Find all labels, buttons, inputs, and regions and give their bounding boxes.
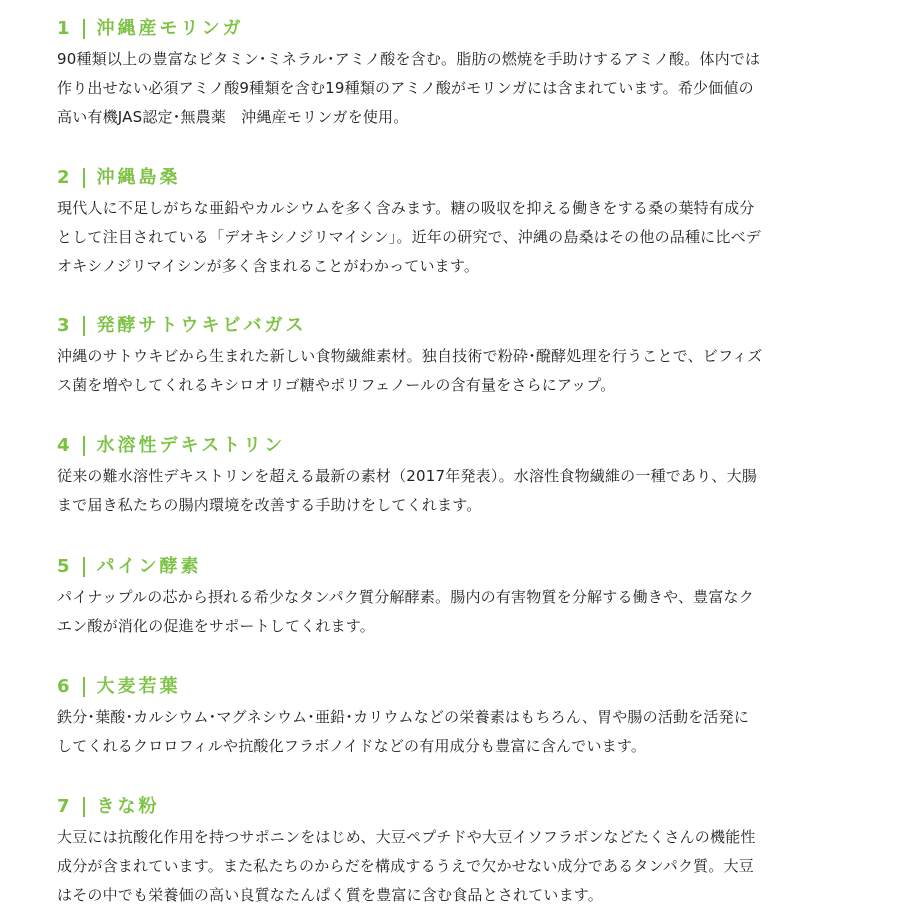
section-body: [57, 462, 887, 520]
ingredient-section-1: [57, 18, 887, 132]
section-number: 5: [57, 556, 73, 577]
section-number: 7: [57, 796, 73, 817]
body-line: として注目されている「デオキシノジリマイシン」。近年の研究で、沖縄の島桑はその他の品種に比べデ: [57, 228, 761, 246]
body-line: 作り出せない必須アミノ酸9種類を含む19種類のアミノ酸がモリンガには含まれています。希少価値の: [57, 79, 754, 97]
section-body: [57, 194, 887, 281]
section-body: [57, 45, 887, 132]
section-title: 発酵サトウキビバガス: [96, 315, 307, 336]
heading-separator: [83, 19, 85, 39]
section-heading: [57, 167, 887, 189]
body-line: 高い有機JAS認定･無農薬 沖縄産モリンガを使用。: [57, 108, 409, 126]
heading-separator: [83, 557, 85, 577]
ingredient-section-2: [57, 167, 887, 281]
body-line: ス菌を増やしてくれるキシロオリゴ糖やポリフェノールの含有量をさらにアップ。: [57, 376, 616, 394]
body-line: 沖縄のサトウキビから生まれた新しい食物繊維素材。独自技術で粉砕･醗酵処理を行うことで、ビフィズ: [57, 347, 763, 365]
body-line: エン酸が消化の促進をサポートしてくれます。: [57, 617, 376, 635]
section-number: 4: [57, 435, 73, 456]
ingredient-section-6: [57, 676, 887, 761]
section-heading: [57, 796, 887, 818]
section-title: 大麦若葉: [96, 676, 181, 697]
body-line: 現代人に不足しがちな亜鉛やカルシウムを多く含みます。糖の吸収を抑える働きをする桑の葉特有成分: [57, 199, 755, 217]
section-number: 2: [57, 167, 73, 188]
heading-separator: [83, 677, 85, 697]
body-line: 大豆には抗酸化作用を持つサポニンをはじめ、大豆ペプチドや大豆イソフラボンなどたくさんの機能性: [57, 828, 756, 846]
body-line: まで届き私たちの腸内環境を改善する手助けをしてくれます。: [57, 496, 482, 514]
body-line: 成分が含まれています。また私たちのからだを構成するうえで欠かせない成分であるタンパク質。大豆: [57, 857, 754, 875]
section-body: [57, 342, 887, 400]
section-heading: [57, 556, 887, 578]
section-body: [57, 583, 887, 641]
heading-separator: [83, 168, 85, 188]
section-heading: [57, 18, 887, 40]
body-line: 90種類以上の豊富なビタミン･ミネラル･アミノ酸を含む。脂肪の燃焼を手助けするアミノ酸。体内では: [57, 50, 761, 68]
section-title: 水溶性デキストリン: [96, 435, 286, 456]
section-number: 6: [57, 676, 73, 697]
ingredient-section-7: [57, 796, 887, 910]
heading-separator: [83, 436, 85, 456]
section-title: 沖縄島桑: [96, 167, 181, 188]
section-heading: [57, 676, 887, 698]
section-body: [57, 823, 887, 910]
section-heading: [57, 435, 887, 457]
ingredient-section-3: [57, 315, 887, 400]
section-body: [57, 703, 887, 761]
body-line: はその中でも栄養価の高い良質なたんぱく質を豊富に含む食品とされています。: [57, 886, 604, 904]
body-line: オキシノジリマイシンが多く含まれることがわかっています。: [57, 257, 480, 275]
section-title: きな粉: [96, 796, 160, 817]
body-line: してくれるクロロフィルや抗酸化フラボノイドなどの有用成分も豊富に含んでいます。: [57, 737, 647, 755]
section-number: 3: [57, 315, 73, 336]
body-line: 鉄分･葉酸･カルシウム･マグネシウム･亜鉛･カリウムなどの栄養素はもちろん、胃や腸の活動を活発に: [57, 708, 750, 726]
section-title: 沖縄産モリンガ: [96, 18, 244, 39]
section-title: パイン酵素: [96, 556, 202, 577]
body-line: パイナップルの芯から摂れる希少なタンパク質分解酵素。腸内の有害物質を分解する働きや、豊富なク: [57, 588, 754, 606]
ingredient-section-5: [57, 556, 887, 641]
section-number: 1: [57, 18, 73, 39]
section-heading: [57, 315, 887, 337]
heading-separator: [83, 316, 85, 336]
body-line: 従来の難水溶性デキストリンを超える最新の素材（2017年発表）。水溶性食物繊維の一種であり、大腸: [57, 467, 757, 485]
heading-separator: [83, 797, 85, 817]
ingredient-section-4: [57, 435, 887, 520]
